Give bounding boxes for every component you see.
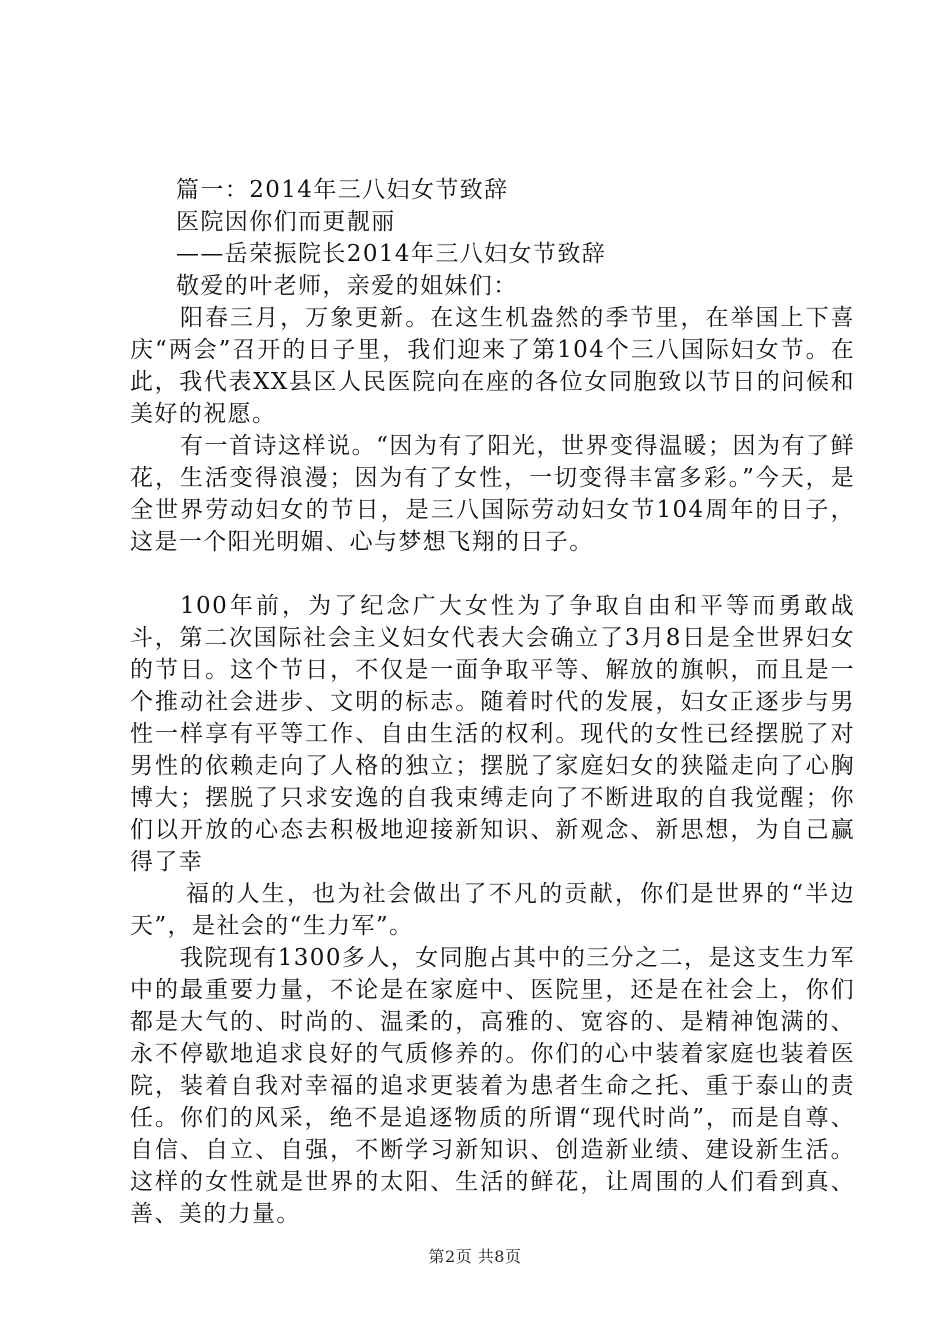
paragraph: 100年前，为了纪念广大女性为了争取自由和平等而勇敢战斗，第二次国际社会主义妇女代表大会确立了3月8日是全世界妇女的节日。这个节日，不仅是一面争取平等、解放的旗帜，而且是一个推动社会进步、文明的标志。随着时代的发展，妇女正逐步与男性一样享有平等工作、自由生活的权利。现代的女性已经摆脱了对男性的依赖走向了人格的独立；摆脱了家庭妇女的狭隘走向了心胸博大；摆脱了只求安逸的自我束缚走向了不断进取的自我觉醒；你们以开放的心态去积极地迎接新知识、新观念、新思想，为自己赢得了幸 <box>130 593 855 875</box>
speech-title: 医院因你们而更靓丽 <box>176 209 396 235</box>
document-body <box>130 174 855 1230</box>
page-footer: 第2页 共8页 <box>428 1247 522 1266</box>
paragraph: 有一首诗这样说。“因为有了阳光，世界变得温暖；因为有了鲜花，生活变得浪漫；因为有了女性，一切变得丰富多彩。”今天，是全世界劳动妇女的节日，是三八国际劳动妇女节104周年的日子，这是一个阳光明媚、心与梦想飞翔的日子。 <box>130 433 855 555</box>
salutation: 敬爱的叶老师，亲爱的姐妹们： <box>176 273 518 299</box>
paragraph-gap <box>130 558 855 590</box>
speech-subtitle: ——岳荣振院长2014年三八妇女节致辞 <box>176 241 607 267</box>
paragraph: 阳春三月，万象更新。在这生机盎然的季节里，在举国上下喜庆“两会”召开的日子里，我们迎来了第104个三八国际妇女节。在此，我代表XX县区人民医院向在座的各位女同胞致以节日的问候和美好的祝愿。 <box>130 305 855 427</box>
paragraph-continuation: 福的人生，也为社会做出了不凡的贡献，你们是世界的“半边天”，是社会的“生力军”。 <box>130 881 855 939</box>
paragraph: 我院现有1300多人，女同胞占其中的三分之二，是这支生力军中的最重要力量，不论是在家庭中、医院里，还是在社会上，你们都是大气的、时尚的、温柔的，高雅的、宽容的、是精神饱满的、永不停歇地追求良好的气质修养的。你们的心中装着家庭也装着医院，装着自我对幸福的追求更装着为患者生命之托、重于泰山的责任。你们的风采，绝不是追逐物质的所谓“现代时尚”，而是自尊、自信、自立、自强，不断学习新知识、创造新业绩、建设新生活。这样的女性就是世界的太阳、生活的鲜花，让周围的人们看到真、善、美的力量。 <box>130 945 855 1227</box>
section-heading: 篇一：2014年三八妇女节致辞 <box>176 177 509 203</box>
